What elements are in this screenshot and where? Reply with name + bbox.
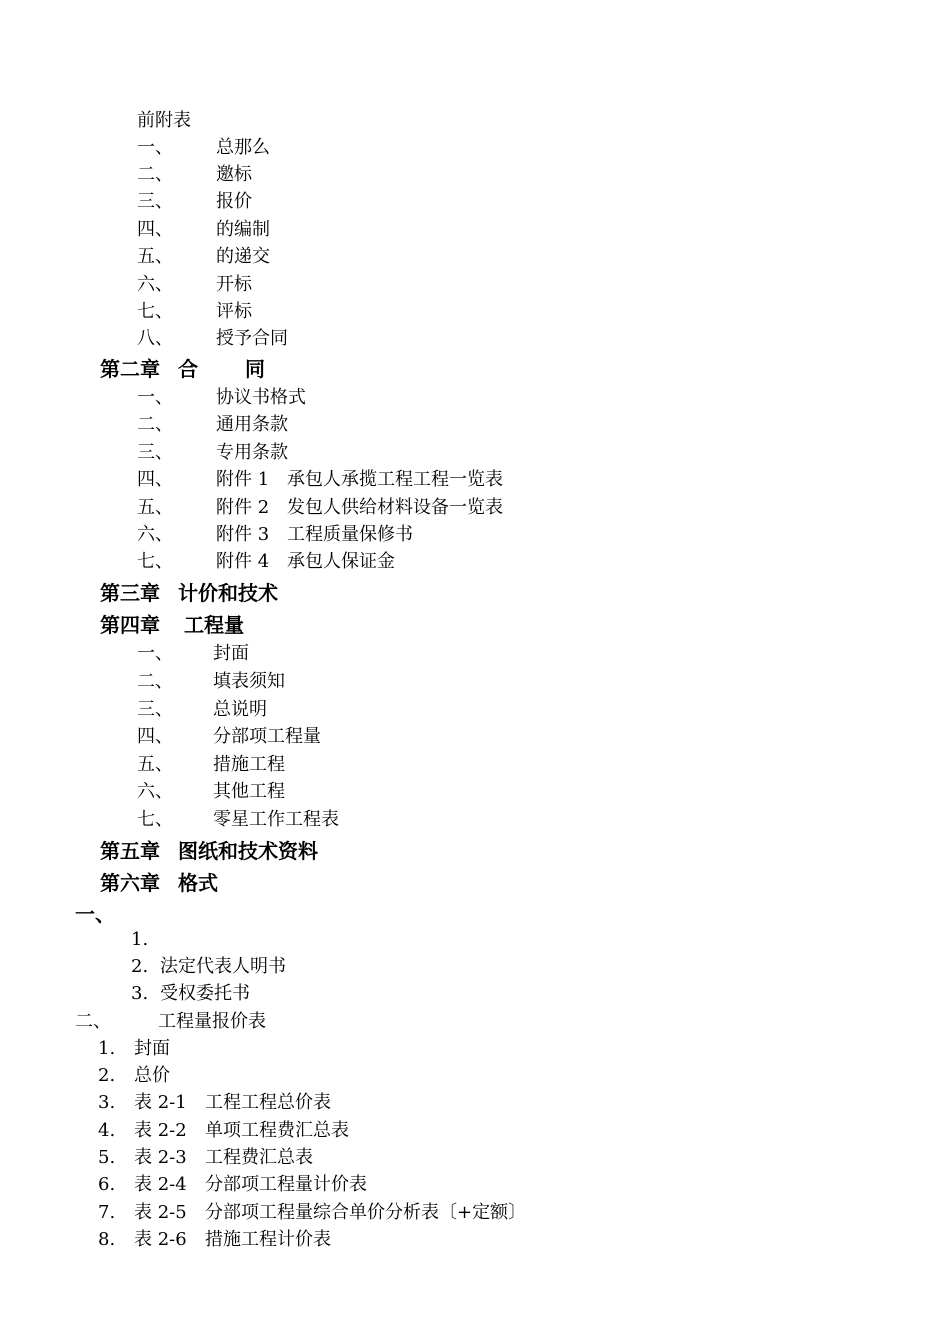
item-number: 6. <box>98 1174 116 1195</box>
section-number: 一、 <box>75 902 115 926</box>
item-text: 受权委托书 <box>160 983 250 1004</box>
item-description: 单项工程费汇总表 <box>205 1120 349 1141</box>
item-description: 工程工程总价表 <box>205 1092 331 1113</box>
item-number: 一、 <box>137 137 173 158</box>
item-number: 四、 <box>137 469 173 490</box>
item-number: 七、 <box>137 301 173 322</box>
chapter-title: 工程量 <box>184 613 244 637</box>
chapter-label: 第六章 <box>100 871 160 895</box>
item-number: 二、 <box>137 164 173 185</box>
item-number: 三、 <box>137 699 173 720</box>
item-number: 一、 <box>137 387 173 408</box>
item-number: 七、 <box>137 809 173 830</box>
item-text: 附件 2 <box>216 497 270 518</box>
item-number: 二、 <box>137 671 173 692</box>
item-text: 授予合同 <box>216 328 288 349</box>
item-text: 总那么 <box>216 137 270 158</box>
item-text: 分部项工程量 <box>213 726 321 747</box>
item-text: 专用条款 <box>216 442 288 463</box>
item-text: 填表须知 <box>213 671 285 692</box>
item-number: 三、 <box>137 442 173 463</box>
item-text: 附件 3 <box>216 524 270 545</box>
item-number: 1. <box>131 929 149 950</box>
item-text: 表 2-4 <box>134 1174 187 1195</box>
item-text: 措施工程 <box>213 754 285 775</box>
item-number: 六、 <box>137 274 173 295</box>
item-text: 表 2-6 <box>134 1229 187 1250</box>
item-text: 封面 <box>134 1038 170 1059</box>
item-text: 表 2-2 <box>134 1120 187 1141</box>
item-number: 五、 <box>137 246 173 267</box>
item-number: 五、 <box>137 754 173 775</box>
item-text: 报价 <box>216 191 252 212</box>
item-description: 分部项工程量综合单价分析表〔+定额〕 <box>205 1202 527 1223</box>
chapter-label: 第五章 <box>100 839 160 863</box>
chapter-title: 计价和技术 <box>178 581 278 605</box>
item-text: 总价 <box>134 1065 170 1086</box>
item-description: 工程费汇总表 <box>205 1147 313 1168</box>
item-text: 表 2-3 <box>134 1147 187 1168</box>
chapter-label: 第二章 <box>100 357 160 381</box>
item-text: 通用条款 <box>216 414 288 435</box>
item-number: 五、 <box>137 497 173 518</box>
item-text: 零星工作工程表 <box>213 809 339 830</box>
item-number: 3. <box>98 1092 116 1113</box>
item-text: 表 2-5 <box>134 1202 187 1223</box>
item-number: 3. <box>131 983 149 1004</box>
item-text: 附件 4 <box>216 551 270 572</box>
item-text: 评标 <box>216 301 252 322</box>
item-number: 四、 <box>137 219 173 240</box>
item-number: 七、 <box>137 551 173 572</box>
item-number: 六、 <box>137 524 173 545</box>
item-number: 三、 <box>137 191 173 212</box>
item-number: 二、 <box>137 414 173 435</box>
chapter-label: 第四章 <box>100 613 160 637</box>
item-description: 承包人保证金 <box>287 551 395 572</box>
item-text: 总说明 <box>213 699 267 720</box>
item-text: 表 2-1 <box>134 1092 187 1113</box>
item-number: 八、 <box>137 328 173 349</box>
item-text: 封面 <box>213 643 249 664</box>
section-title: 工程量报价表 <box>158 1011 266 1032</box>
item-text: 邀标 <box>216 164 252 185</box>
item-text: 开标 <box>216 274 252 295</box>
item-number: 7. <box>98 1202 116 1223</box>
item-description: 分部项工程量计价表 <box>205 1174 367 1195</box>
chapter-title-part: 同 <box>245 357 265 381</box>
item-text: 协议书格式 <box>216 387 306 408</box>
chapter-title-part: 合 <box>178 357 198 381</box>
item-number: 5. <box>98 1147 116 1168</box>
item-number: 一、 <box>137 643 173 664</box>
section-number: 二、 <box>75 1011 111 1032</box>
item-number: 1. <box>98 1038 116 1059</box>
item-number: 2. <box>131 956 149 977</box>
item-number: 4. <box>98 1120 116 1141</box>
item-number: 六、 <box>137 781 173 802</box>
item-number: 8. <box>98 1229 116 1250</box>
item-text: 附件 1 <box>216 469 270 490</box>
item-text: 其他工程 <box>213 781 285 802</box>
chapter-title: 格式 <box>178 871 218 895</box>
front-title: 前附表 <box>137 110 191 131</box>
item-text: 的编制 <box>216 219 270 240</box>
item-number: 四、 <box>137 726 173 747</box>
item-description: 措施工程计价表 <box>205 1229 331 1250</box>
item-text: 的递交 <box>216 246 270 267</box>
chapter-label: 第三章 <box>100 581 160 605</box>
item-description: 发包人供给材料设备一览表 <box>287 497 503 518</box>
item-description: 承包人承揽工程工程一览表 <box>287 469 503 490</box>
item-text: 法定代表人明书 <box>160 956 286 977</box>
chapter-title: 图纸和技术资料 <box>178 839 318 863</box>
item-number: 2. <box>98 1065 116 1086</box>
item-description: 工程质量保修书 <box>287 524 413 545</box>
